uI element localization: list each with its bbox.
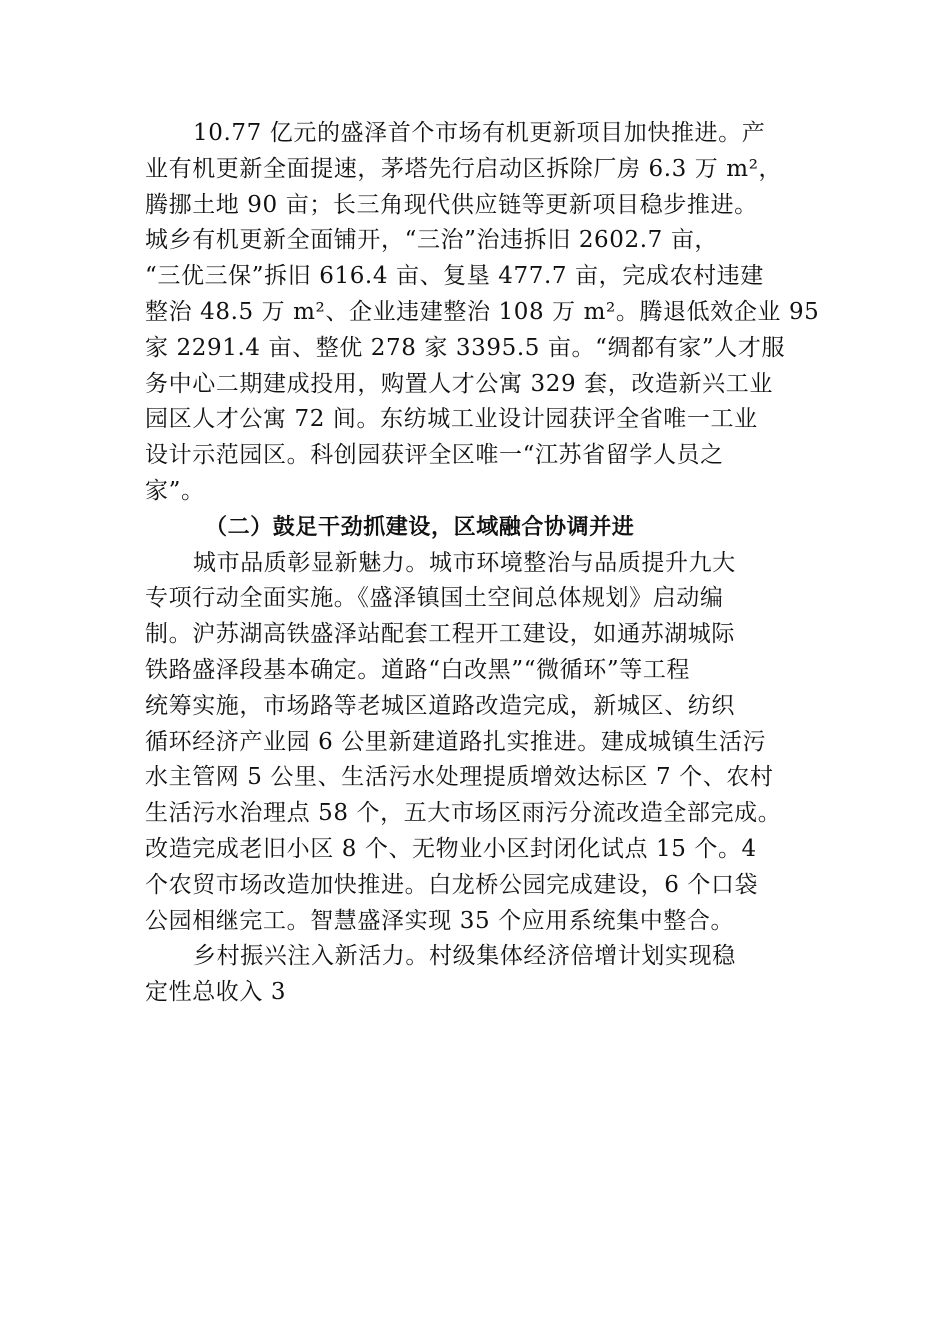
paragraph-line: 腾挪土地 90 亩；长三角现代供应链等更新项目稳步推进。 xyxy=(145,191,758,218)
paragraph-line: 制。沪苏湖高铁盛泽站配套工程开工建设，如通苏湖城际 xyxy=(145,621,735,648)
paragraph-line: 铁路盛泽段基本确定。道路“白改黑”“微循环”等工程 xyxy=(145,656,691,683)
paragraph-line: 业有机更新全面提速，茅塔先行启动区拆除厂房 6.3 万 m²， xyxy=(145,155,783,182)
paragraph-line: 统筹实施，市场路等老城区道路改造完成，新城区、纺织 xyxy=(145,692,735,719)
paragraph-line: 个农贸市场改造加快推进。白龙桥公园完成建设，6 个口袋 xyxy=(145,871,759,898)
paragraph-line: 家”。 xyxy=(145,477,205,504)
paragraph-line: 家 2291.4 亩、整优 278 家 3395.5 亩。“绸都有家”人才服 xyxy=(145,334,786,361)
paragraph-line: 定性总收入 3 xyxy=(145,979,287,1006)
paragraph-line: 乡村振兴注入新活力。村级集体经济倍增计划实现稳 xyxy=(193,943,736,970)
section-heading: （二）鼓足干劲抓建设，区域融合协调并进 xyxy=(205,513,635,540)
paragraph-line: 生活污水治理点 58 个，五大市场区雨污分流改造全部完成。 xyxy=(145,800,782,827)
paragraph-line: 务中心二期建成投用，购置人才公寓 329 套，改造新兴工业 xyxy=(145,370,773,397)
paragraph-line: “三优三保”拆旧 616.4 亩、复垦 477.7 亩，完成农村违建 xyxy=(145,263,764,290)
paragraph-line: 整治 48.5 万 m²、企业违建整治 108 万 m²。腾退低效企业 95 xyxy=(145,298,820,325)
paragraph-line: 专项行动全面实施。《盛泽镇国土空间总体规划》启动编 xyxy=(145,585,724,612)
paragraph-line: 城乡有机更新全面铺开，“三治”治违拆旧 2602.7 亩， xyxy=(145,227,719,254)
paragraph-line: 城市品质彰显新魅力。城市环境整治与品质提升九大 xyxy=(193,549,736,576)
paragraph-line: 设计示范园区。科创园获评全区唯一“江苏省留学人员之 xyxy=(145,442,724,469)
paragraph-line: 园区人才公寓 72 间。东纺城工业设计园获评全省唯一工业 xyxy=(145,406,758,433)
paragraph-line: 10.77 亿元的盛泽首个市场有机更新项目加快推进。产 xyxy=(193,120,766,146)
paragraph-line: 改造完成老旧小区 8 个、无物业小区封闭化试点 15 个。4 xyxy=(145,835,757,862)
paragraph-line: 公园相继完工。智慧盛泽实现 35 个应用系统集中整合。 xyxy=(145,907,735,934)
paragraph-line: 水主管网 5 公里、生活污水处理提质增效达标区 7 个、农村 xyxy=(145,764,774,791)
paragraph-line: 循环经济产业园 6 公里新建道路扎实推进。建成城镇生活污 xyxy=(145,728,767,755)
document-body xyxy=(145,116,820,1011)
